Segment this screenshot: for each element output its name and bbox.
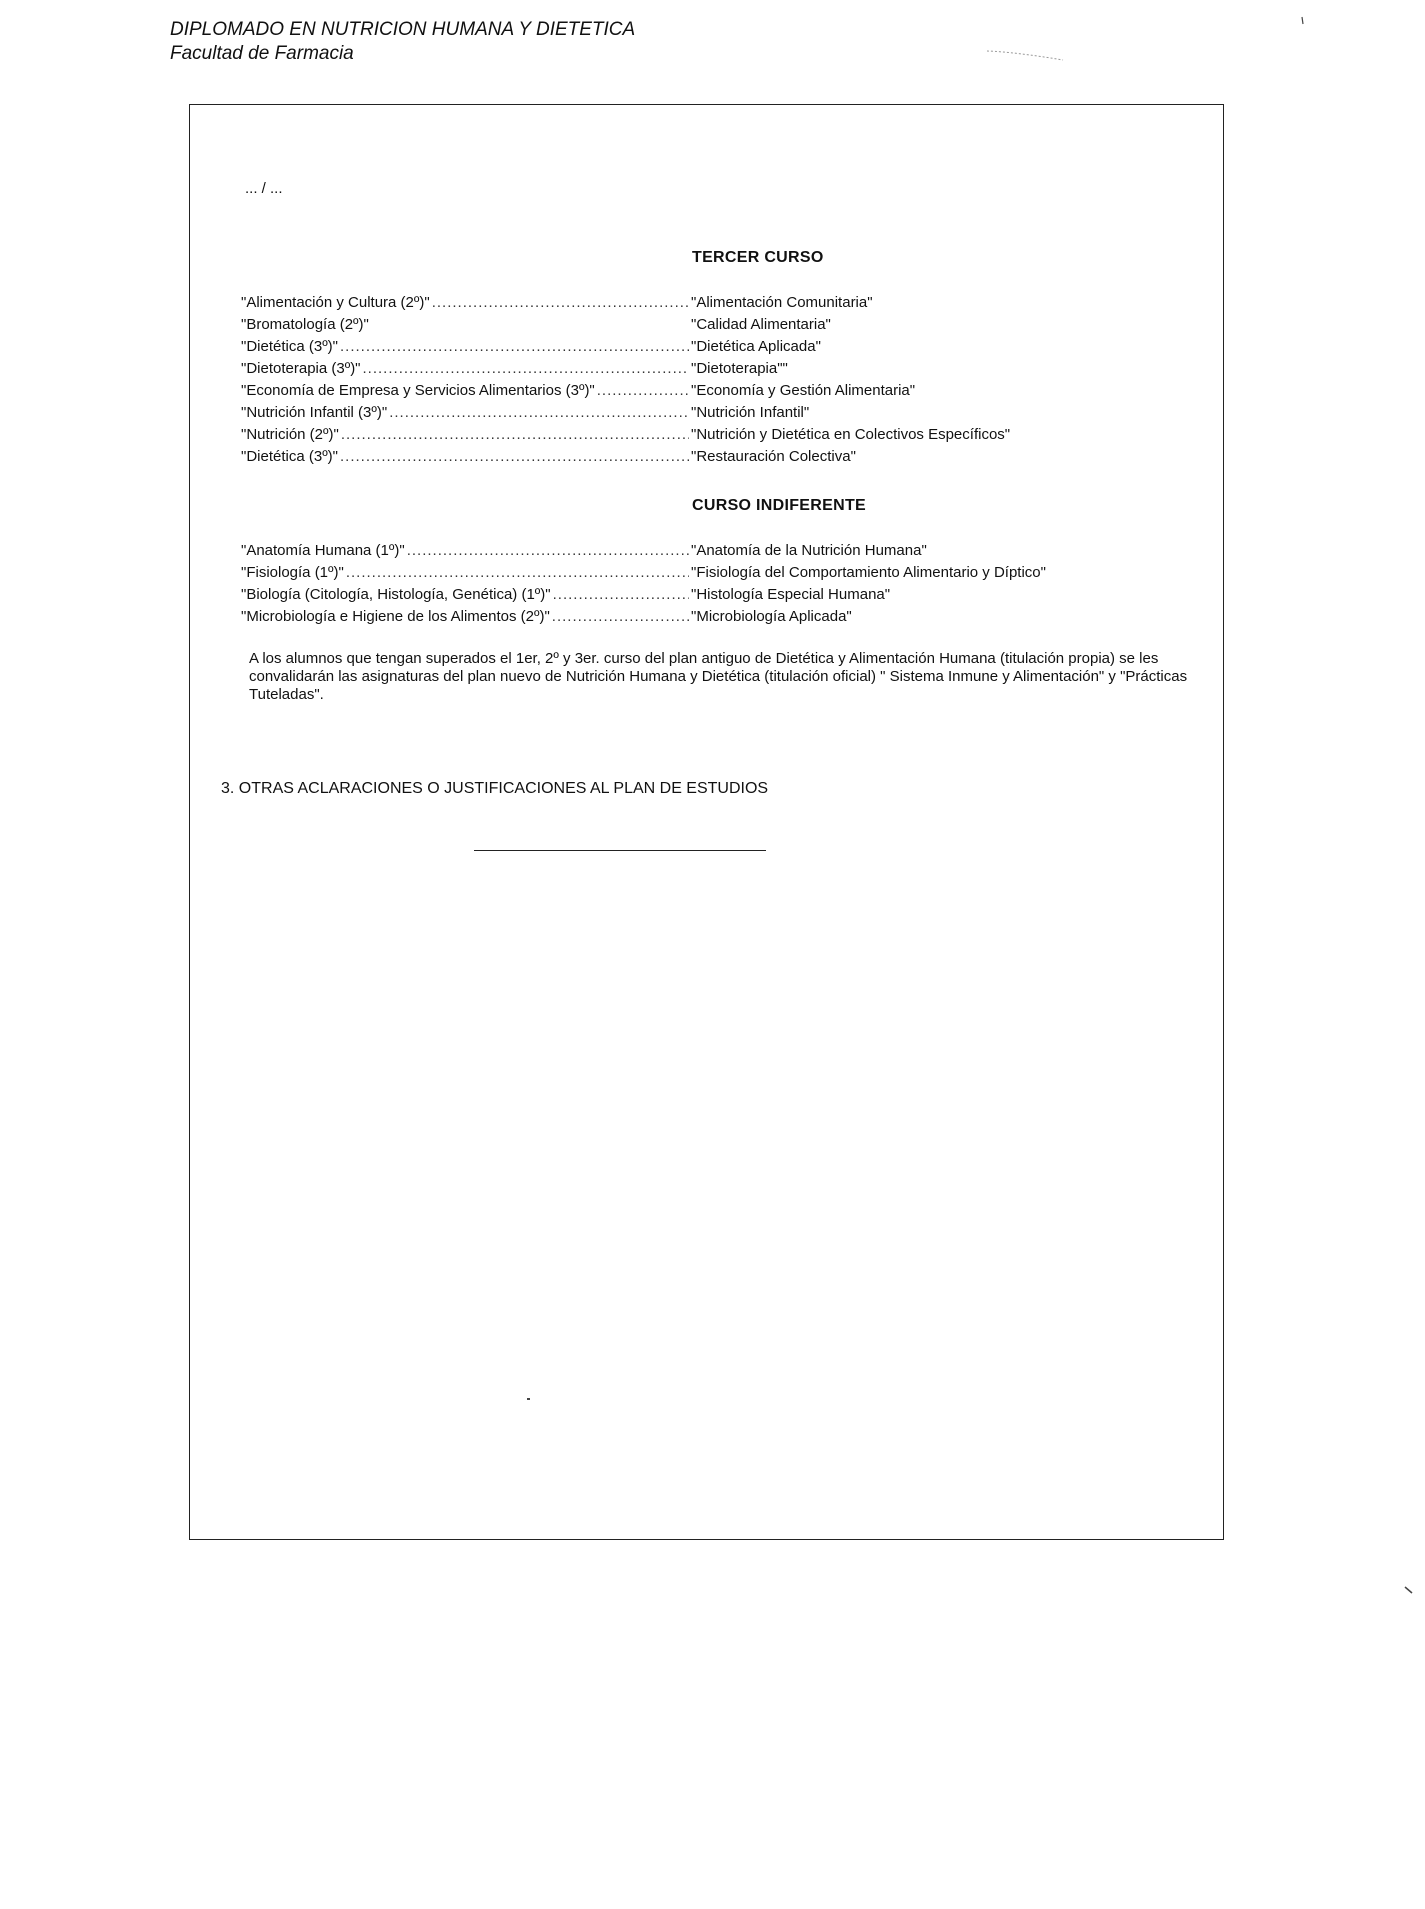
dot-leader — [346, 562, 689, 584]
old-subject: "Microbiología e Higiene de los Alimentos (2º)" — [241, 608, 550, 625]
new-subject: "Dietoterapia"" — [691, 360, 788, 377]
curso-indiferente-list — [241, 540, 1201, 628]
new-subject: "Dietética Aplicada" — [691, 338, 821, 355]
equivalence-row — [241, 606, 1201, 628]
stray-dot — [527, 1398, 530, 1400]
equivalence-row — [241, 424, 1201, 446]
dot-leader — [553, 584, 689, 606]
new-subject: "Fisiología del Comportamiento Alimentario y Díptico" — [691, 564, 1046, 581]
scan-tick-top-right — [1300, 16, 1306, 26]
dot-leader — [432, 292, 689, 314]
equivalence-row — [241, 336, 1201, 358]
header-title: DIPLOMADO EN NUTRICION HUMANA Y DIETETICA — [170, 19, 636, 40]
old-subject: "Anatomía Humana (1º)" — [241, 542, 405, 559]
document-header — [170, 18, 635, 66]
dot-leader — [340, 446, 689, 468]
equivalence-row — [241, 540, 1201, 562]
dot-leader — [389, 402, 689, 424]
scan-tick-bottom-right — [1404, 1586, 1414, 1596]
header-subtitle: Facultad de Farmacia — [170, 43, 354, 64]
equivalence-row — [241, 446, 1201, 468]
old-subject: "Dietética (3º)" — [241, 448, 338, 465]
new-subject: "Calidad Alimentaria" — [691, 316, 831, 333]
new-subject: "Restauración Colectiva" — [691, 448, 856, 465]
continuation-mark: ... / ... — [245, 180, 283, 197]
dot-leader — [597, 380, 689, 402]
tercer-curso-title: TERCER CURSO — [692, 249, 824, 266]
dot-leader — [341, 424, 689, 446]
convalidation-note: A los alumnos que tengan superados el 1er, 2º y 3er. curso del plan antiguo de Dietética y Alimentación Humana (titulación propia) se les convalidarán las asignaturas del plan nuevo de Nutrición Humana y Dietética (titulación oficial) " Sistema Inmune y Alimentación" y "Prácticas Tuteladas". — [249, 650, 1188, 703]
old-subject: "Nutrición (2º)" — [241, 426, 339, 443]
equivalence-row — [241, 584, 1201, 606]
equivalence-row — [241, 402, 1201, 424]
old-subject: "Economía de Empresa y Servicios Alimentarios (3º)" — [241, 382, 595, 399]
section-3-heading: 3. OTRAS ACLARACIONES O JUSTIFICACIONES AL PLAN DE ESTUDIOS — [221, 780, 769, 797]
dot-leader — [340, 336, 689, 358]
dot-leader — [552, 606, 689, 628]
new-subject: "Histología Especial Humana" — [691, 586, 891, 603]
scan-mark-top — [985, 48, 1065, 64]
equivalence-row — [241, 562, 1201, 584]
equivalence-row — [241, 380, 1201, 402]
new-subject: "Nutrición y Dietética en Colectivos Específicos" — [691, 426, 1011, 443]
old-subject: "Dietoterapia (3º)" — [241, 360, 361, 377]
curso-indiferente-title: CURSO INDIFERENTE — [692, 497, 866, 514]
equivalence-row — [241, 314, 1201, 336]
dot-leader — [407, 540, 689, 562]
tercer-curso-list — [241, 292, 1201, 468]
equivalence-row — [241, 358, 1201, 380]
dot-leader — [363, 358, 689, 380]
equivalence-row — [241, 292, 1201, 314]
new-subject: "Economía y Gestión Alimentaria" — [691, 382, 916, 399]
old-subject: "Alimentación y Cultura (2º)" — [241, 294, 430, 311]
old-subject: "Bromatología (2º)" — [241, 316, 369, 333]
horizontal-rule — [474, 850, 766, 851]
new-subject: "Microbiología Aplicada" — [691, 608, 852, 625]
old-subject: "Biología (Citología, Histología, Genética) (1º)" — [241, 586, 551, 603]
new-subject: "Anatomía de la Nutrición Humana" — [691, 542, 927, 559]
new-subject: "Alimentación Comunitaria" — [691, 294, 873, 311]
old-subject: "Dietética (3º)" — [241, 338, 338, 355]
new-subject: "Nutrición Infantil" — [691, 404, 810, 421]
old-subject: "Fisiología (1º)" — [241, 564, 344, 581]
old-subject: "Nutrición Infantil (3º)" — [241, 404, 388, 421]
